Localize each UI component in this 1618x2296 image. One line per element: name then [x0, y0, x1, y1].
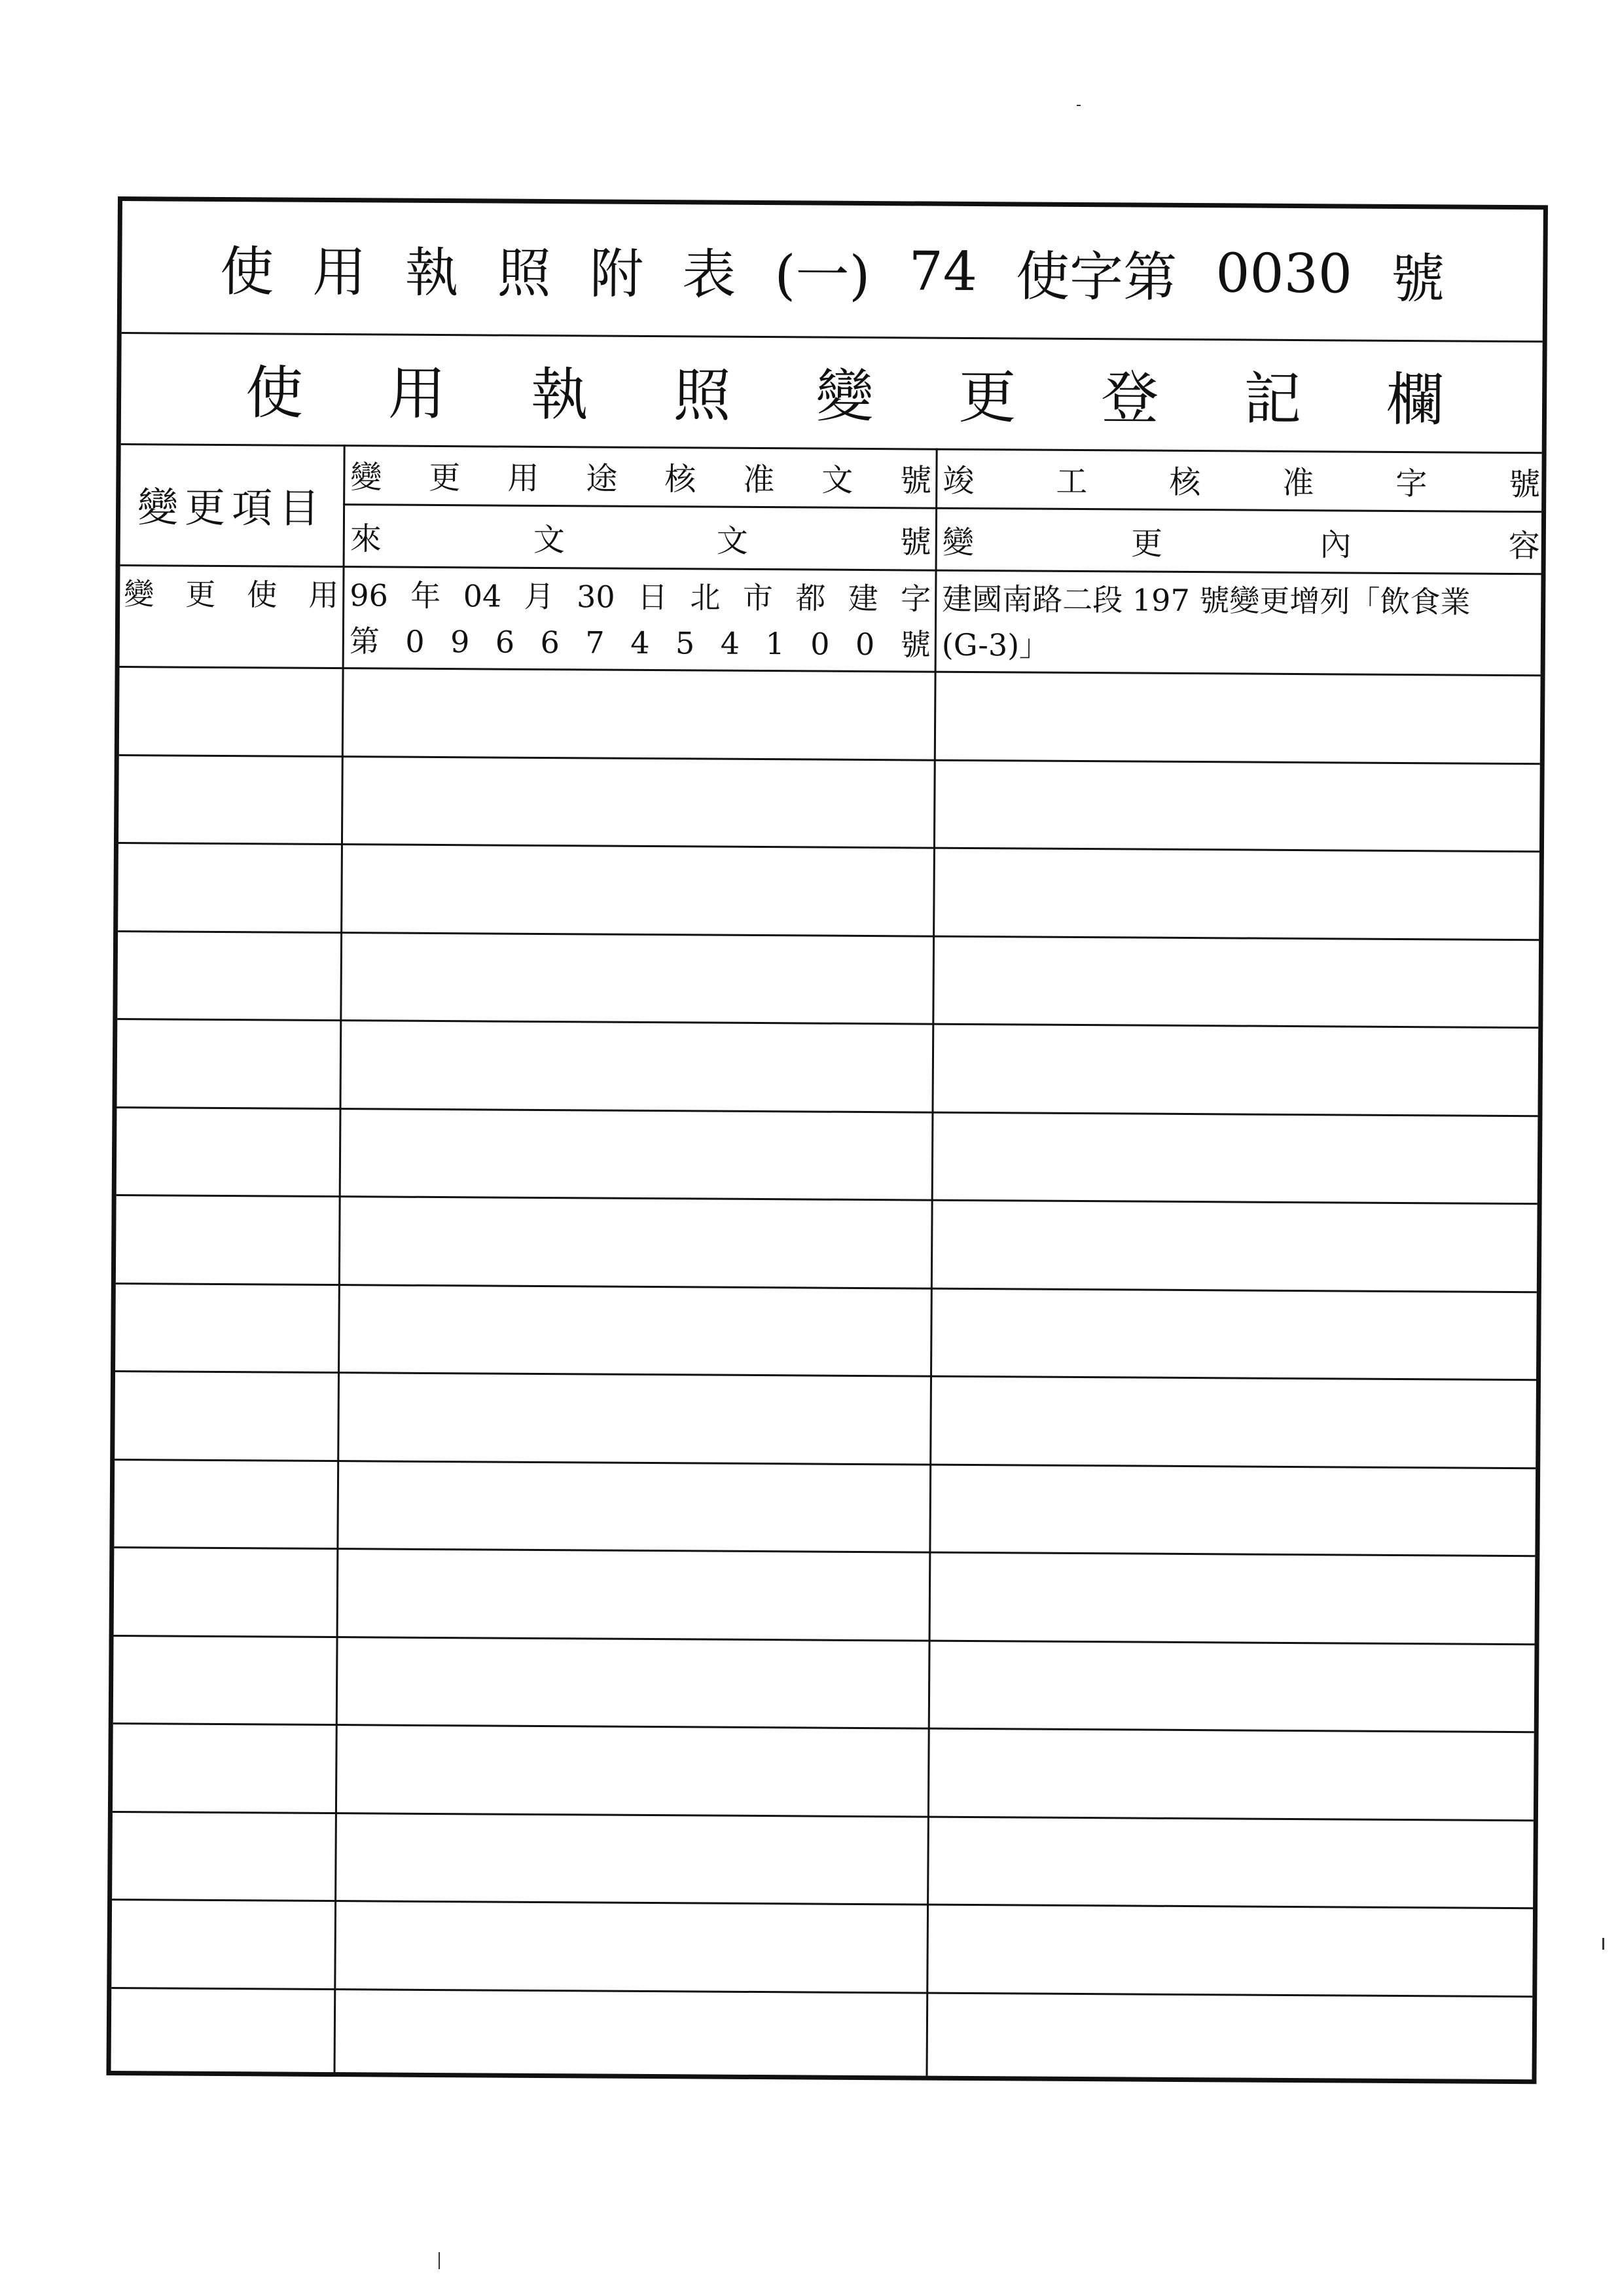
row1-item-char: 使: [247, 577, 278, 613]
title-char: 使: [220, 240, 274, 303]
row1-doc-char: 04: [463, 578, 502, 614]
row1-doc-char: 4: [720, 625, 740, 661]
subtitle-char: 使: [245, 359, 304, 427]
row1-doc-char: 1: [765, 626, 785, 662]
title-char: (一): [774, 244, 871, 307]
column-divider: [926, 448, 937, 2076]
header-char: 核: [1169, 464, 1201, 501]
table-row-line: [117, 1194, 1537, 1205]
subtitle-char: 欄: [1386, 365, 1445, 434]
table-row-line: [118, 842, 1539, 852]
header-char: 更: [429, 459, 461, 496]
header-change-item: 變更項目: [137, 483, 327, 532]
title-char: 使字第: [1015, 245, 1178, 309]
table-row-line: [112, 1899, 1533, 1909]
row1-document-line1: [346, 572, 935, 621]
title-char: 附: [589, 242, 644, 306]
row1-doc-char: 6: [540, 624, 560, 661]
header-char: 更: [1130, 524, 1163, 562]
change-register-table: [111, 443, 1542, 2079]
row1-doc-char: 市: [742, 579, 774, 616]
title-char: 執: [404, 242, 459, 304]
table-row-line: [116, 1283, 1537, 1293]
table-row-line: [115, 1459, 1536, 1469]
header-char: 准: [1282, 464, 1314, 501]
header-char: 文: [821, 462, 854, 499]
subtitle-char: 用: [387, 359, 446, 428]
header-char: 用: [507, 460, 539, 497]
subtitle-char: 執: [530, 360, 589, 429]
header-char: 途: [586, 460, 618, 498]
row1-doc-char: 0: [855, 626, 875, 663]
header-char: 來: [350, 520, 382, 557]
form-subtitle: [121, 332, 1543, 454]
row1-content-line2: (G-3)」: [941, 627, 1050, 663]
title-char: 號: [1390, 247, 1445, 310]
table-row-line: [117, 1018, 1538, 1029]
scan-speck: [1077, 105, 1081, 106]
subtitle-char: 更: [958, 363, 1016, 431]
subtitle-char: 變: [816, 362, 874, 431]
header-approval-number: [346, 445, 936, 507]
header-completion-number: [939, 448, 1545, 511]
table-row-line: [113, 1722, 1534, 1733]
title-char: 用: [312, 241, 367, 304]
subtitle-char: 記: [1243, 365, 1302, 433]
form-title: [122, 201, 1543, 342]
table-row-line: [111, 1986, 1532, 1997]
table-row-line: [114, 1635, 1535, 1645]
header-char: 文: [716, 522, 748, 560]
usage-permit-form: [106, 196, 1547, 2084]
row1-doc-char: 字: [900, 581, 931, 617]
row1-doc-char: 建: [848, 580, 878, 617]
title-char: 照: [497, 242, 552, 305]
row1-content-line1: 建國南路二段 197 號變更增列「飲食業: [942, 581, 1471, 620]
row1-doc-char: 號: [900, 627, 931, 663]
header-char: 核: [664, 460, 696, 498]
row1-doc-char: 96: [350, 577, 388, 613]
row1-doc-char: 月: [524, 578, 554, 615]
subtitle-char: 照: [673, 361, 732, 429]
row1-doc-char: 0: [810, 626, 830, 662]
scan-speck: [1602, 1938, 1604, 1950]
row1-item-char: 用: [308, 577, 339, 613]
row1-doc-char: 都: [795, 580, 826, 616]
row1-item-char: 變: [124, 576, 154, 612]
row1-doc-char: 6: [495, 624, 515, 660]
header-char: 號: [900, 462, 932, 500]
row1-doc-char: 5: [675, 625, 695, 661]
header-char: 變: [942, 524, 974, 561]
row1-item-char: 更: [185, 576, 216, 612]
header-char: 竣: [943, 462, 975, 500]
row1-doc-char: 年: [410, 577, 441, 614]
row1-doc-char: 4: [630, 625, 650, 661]
header-char: 字: [1395, 465, 1428, 502]
table-row-line: [115, 1370, 1536, 1381]
header-char: 號: [899, 523, 931, 561]
header-char: 變: [350, 458, 382, 496]
title-char: 0030: [1215, 242, 1353, 306]
header-char: 工: [1056, 463, 1088, 500]
scan-speck: [439, 2252, 440, 2269]
row1-doc-char: 北: [690, 579, 721, 615]
header-char: 內: [1320, 526, 1352, 564]
title-char: 74: [908, 240, 978, 303]
row1-doc-char: 第: [349, 623, 380, 659]
header-char: 文: [533, 521, 565, 558]
row1-doc-char: 7: [585, 625, 605, 661]
row1-doc-char: 日: [637, 579, 668, 615]
table-row-line: [113, 1810, 1534, 1821]
row1-doc-char: 0: [405, 623, 425, 659]
row1-document-line2: [346, 618, 935, 667]
table-row-line: [119, 754, 1540, 765]
row1-doc-char: 9: [450, 624, 470, 660]
header-change-content: [939, 509, 1545, 574]
row1-doc-char: 30: [576, 579, 615, 615]
header-char: 准: [743, 461, 775, 498]
row1-change-item: [120, 571, 342, 618]
table-row-line: [118, 930, 1539, 941]
table-row-line: [117, 1106, 1537, 1117]
header-incoming-number: [346, 505, 936, 569]
header-char: 容: [1508, 527, 1540, 564]
header-char: 號: [1509, 465, 1541, 503]
title-char: 表: [681, 243, 736, 306]
table-row-line: [114, 1546, 1535, 1557]
subtitle-char: 登: [1100, 364, 1159, 432]
column-divider: [334, 445, 346, 2072]
